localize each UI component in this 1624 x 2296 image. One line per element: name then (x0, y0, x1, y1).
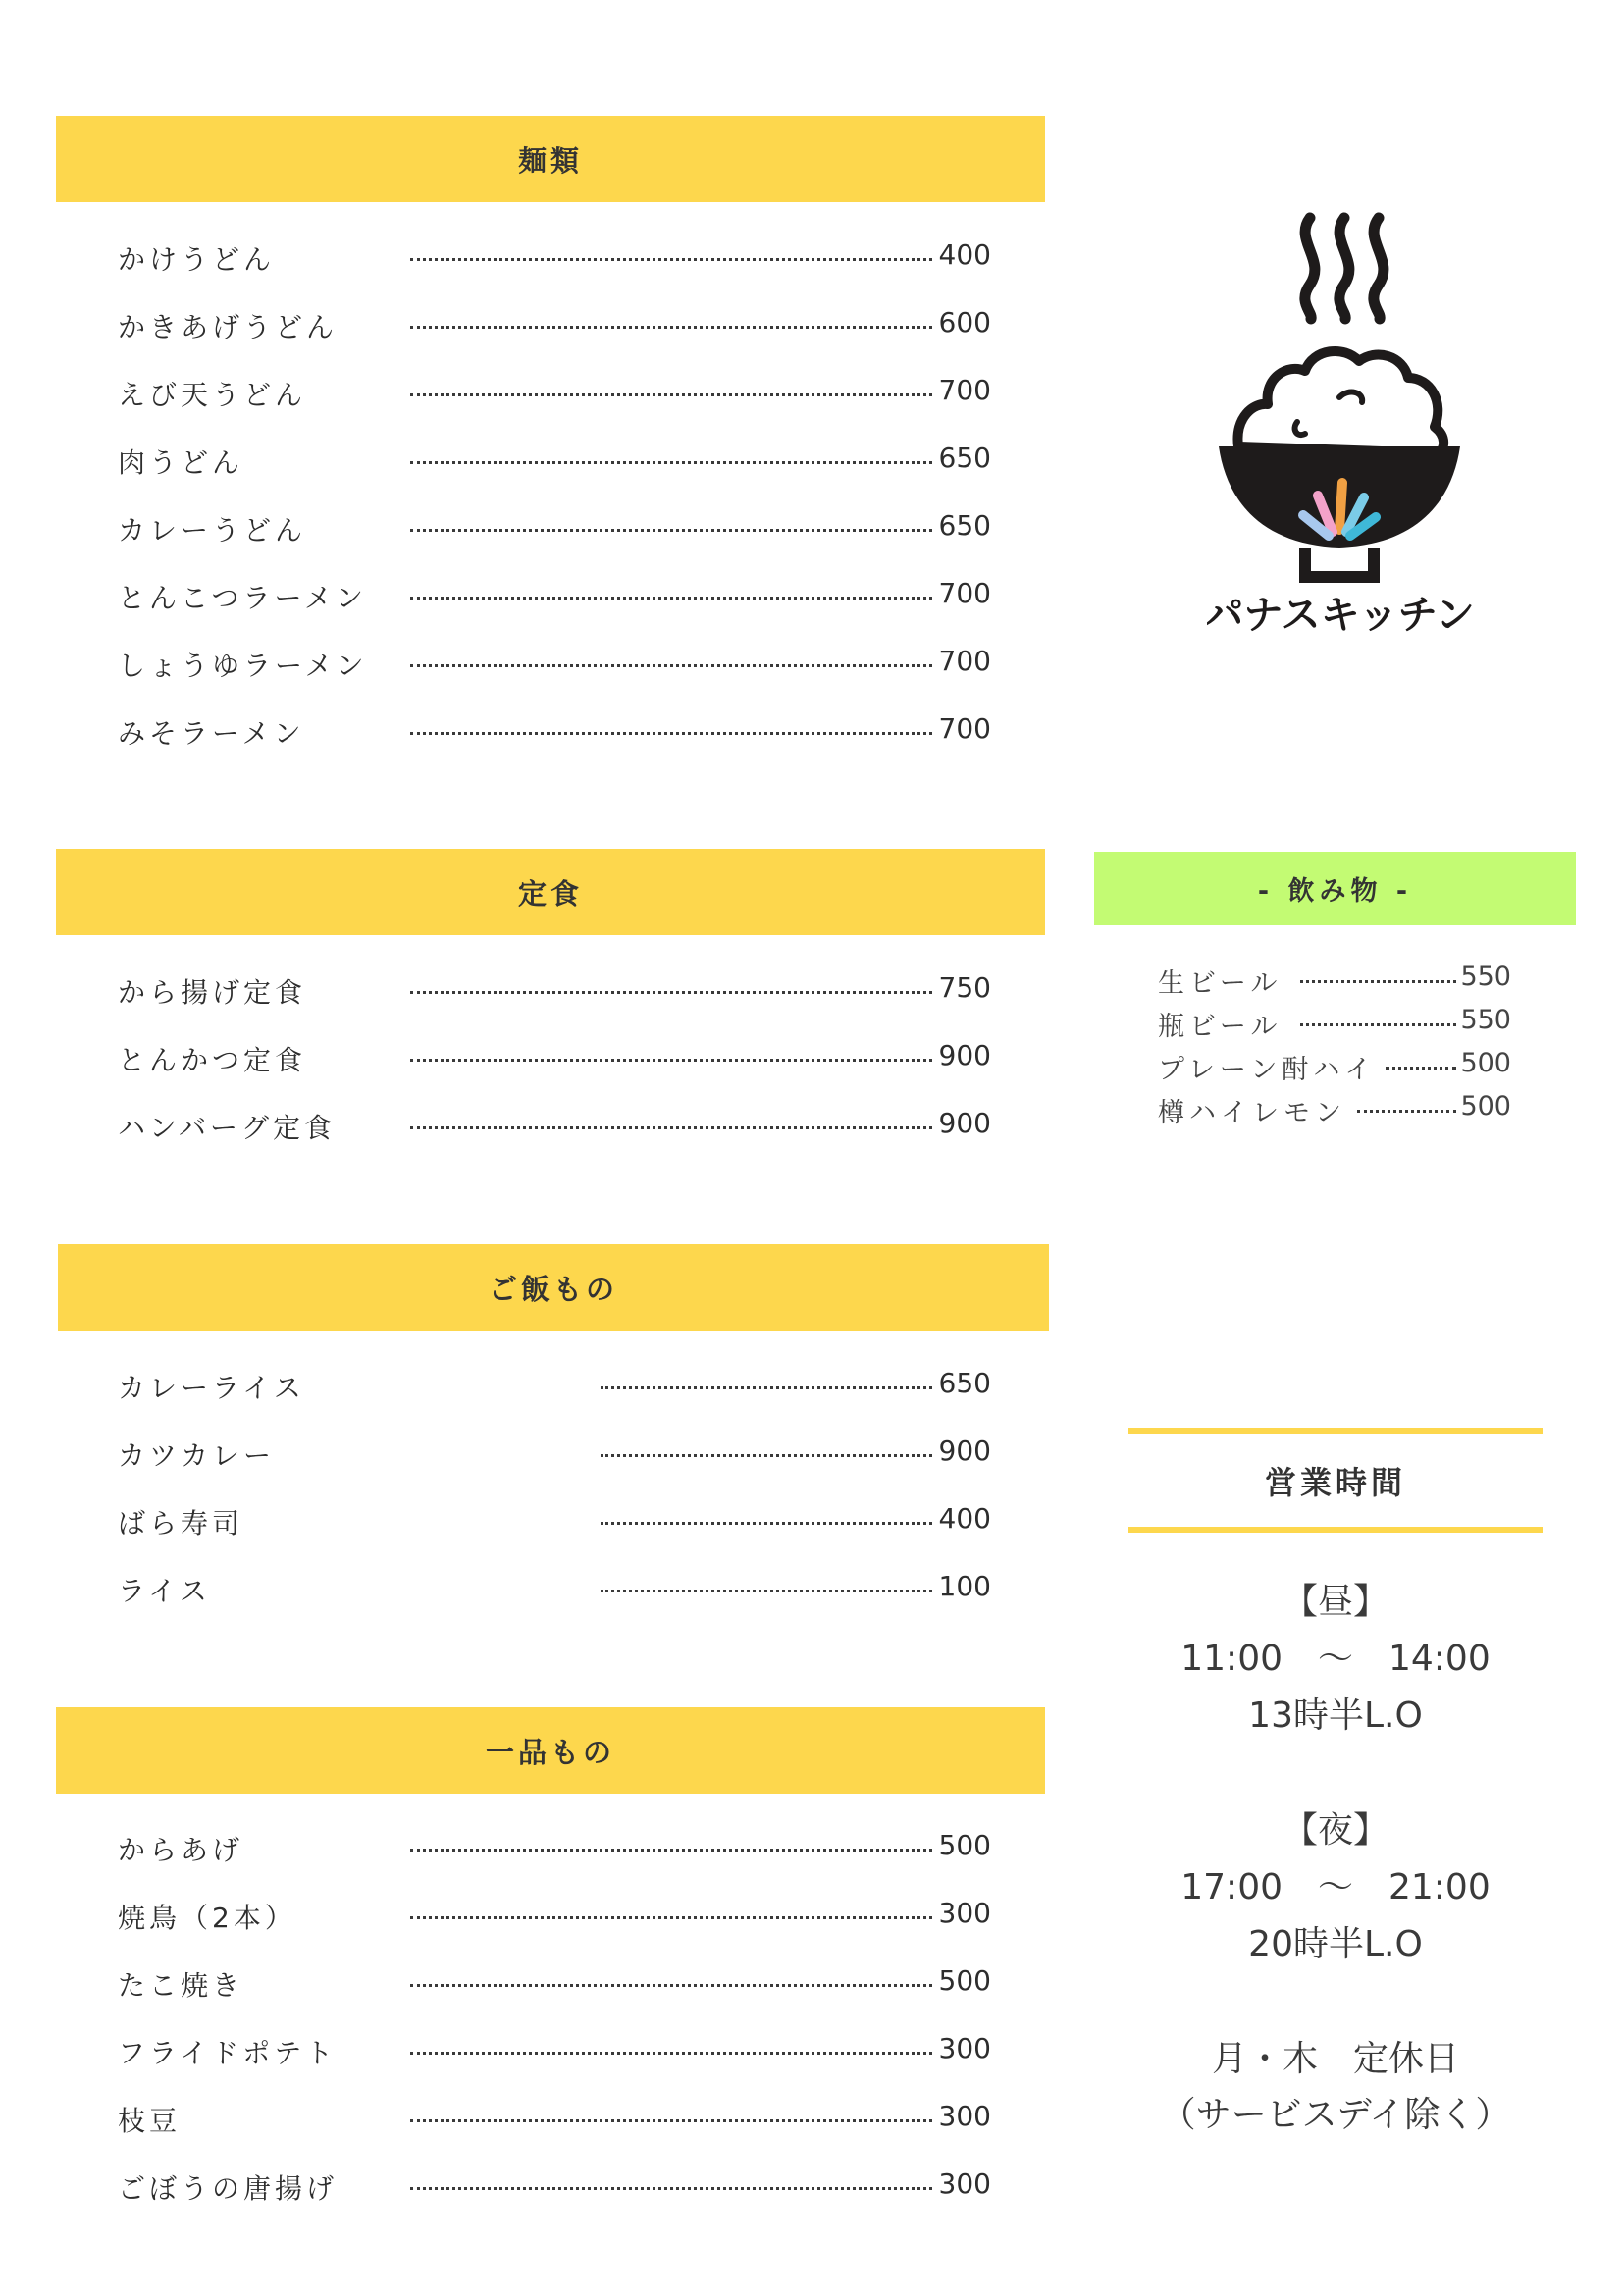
item-name: えび天うどん (118, 379, 307, 411)
item-name: かけうどん (118, 243, 276, 276)
lunch-last-order: 13時半L.O (1248, 1696, 1423, 1736)
lunch-time: 11:00 ～ 14:00 (1180, 1639, 1491, 1679)
leader-dots (601, 1522, 932, 1525)
drinks-list (1158, 962, 1511, 1138)
drink-name: 樽ハイレモン (1158, 1098, 1346, 1128)
closed-days-note: （サービスデイ除く） (1160, 2095, 1511, 2135)
leader-dots (601, 1454, 932, 1457)
menu-item (118, 1367, 991, 1406)
item-price: 300 (938, 2100, 991, 2132)
item-name: とんこつラーメン (118, 582, 368, 614)
item-price: 650 (938, 509, 991, 542)
section-header-set-meals (56, 849, 1045, 935)
dinner-label: 【夜】 (1282, 1810, 1388, 1851)
item-price: 100 (938, 1570, 991, 1602)
item-price: 500 (938, 1964, 991, 1997)
leader-dots (410, 1916, 932, 1919)
restaurant-logo (1207, 206, 1472, 638)
menu-item (118, 238, 991, 278)
leader-dots (410, 326, 932, 329)
item-price: 700 (938, 712, 991, 745)
item-name: たこ焼き (118, 1969, 244, 2002)
menu-item (118, 1570, 991, 1609)
menu-list-noodles (118, 238, 991, 749)
drink-item (1158, 1005, 1511, 1040)
menu-item (118, 442, 991, 481)
item-price: 700 (938, 577, 991, 609)
leader-dots (410, 258, 932, 261)
leader-dots (1386, 1067, 1456, 1070)
item-price: 600 (938, 306, 991, 339)
leader-dots (1300, 980, 1456, 983)
menu-item (118, 374, 991, 413)
menu-list-sides (118, 1829, 991, 2212)
drink-name: 瓶ビール (1158, 1012, 1283, 1042)
item-price: 500 (938, 1829, 991, 1861)
item-name: みそラーメン (118, 717, 305, 750)
section-header-sides (56, 1707, 1045, 1794)
drink-item (1158, 962, 1511, 997)
logo-text: パナスキッチン (1207, 593, 1472, 638)
leader-dots (601, 1386, 932, 1389)
menu-item (118, 2032, 991, 2071)
leader-dots (410, 1126, 932, 1129)
dinner-last-order: 20時半L.O (1248, 1924, 1423, 1964)
item-name: ばら寿司 (118, 1507, 244, 1539)
item-price: 400 (938, 1502, 991, 1535)
item-price: 900 (938, 1107, 991, 1139)
item-price: 400 (938, 238, 991, 271)
item-price: 300 (938, 2167, 991, 2200)
leader-dots (410, 2187, 932, 2190)
rice-bowl-icon (1207, 206, 1472, 638)
section-title: 定食 (517, 876, 583, 911)
leader-dots (410, 2052, 932, 2055)
leader-dots (601, 1590, 932, 1592)
menu-item (118, 1897, 991, 1936)
section-header-rice (58, 1244, 1049, 1331)
item-price: 300 (938, 1897, 991, 1929)
leader-dots (410, 732, 932, 735)
item-price: 750 (938, 971, 991, 1004)
item-name: 枝豆 (118, 2105, 182, 2137)
menu-item (118, 306, 991, 345)
menu-item (118, 1502, 991, 1541)
item-price: 650 (938, 442, 991, 474)
item-name: ライス (118, 1575, 211, 1607)
closed-days: 月・木 定休日 (1211, 2039, 1459, 2079)
drinks-header (1094, 852, 1576, 925)
menu-item (118, 1435, 991, 1474)
menu-item (118, 1829, 991, 1868)
leader-dots (1300, 1023, 1456, 1026)
leader-dots (410, 2119, 932, 2122)
item-price: 300 (938, 2032, 991, 2064)
leader-dots (410, 529, 932, 532)
item-name: フライドポテト (118, 2037, 338, 2069)
drink-price: 550 (1460, 962, 1511, 992)
menu-item (118, 509, 991, 548)
business-hours-title: 営業時間 (1264, 1463, 1406, 1501)
section-title: ご飯もの (488, 1272, 618, 1306)
item-price: 900 (938, 1039, 991, 1071)
drink-item (1158, 1091, 1511, 1126)
leader-dots (410, 461, 932, 464)
menu-item (118, 1039, 991, 1078)
drink-item (1158, 1048, 1511, 1083)
item-price: 650 (938, 1367, 991, 1399)
item-name: ハンバーグ定食 (118, 1112, 337, 1144)
menu-list-rice (118, 1367, 991, 1612)
section-header-noodles (56, 116, 1045, 202)
menu-item (118, 645, 991, 684)
business-hours-header (1128, 1428, 1543, 1533)
item-name: 肉うどん (118, 446, 244, 479)
leader-dots (410, 597, 932, 600)
leader-dots (410, 393, 932, 396)
item-name: かきあげうどん (118, 311, 339, 343)
menu-list-set-meals (118, 971, 991, 1148)
drink-name: 生ビール (1158, 968, 1283, 999)
item-name: カレーうどん (118, 514, 307, 547)
leader-dots (410, 1059, 932, 1062)
menu-item (118, 577, 991, 616)
item-name: から揚げ定食 (118, 976, 307, 1009)
drink-name: プレーン酎ハイ (1158, 1055, 1377, 1085)
item-name: 焼鳥（2本） (118, 1902, 296, 1934)
item-price: 700 (938, 645, 991, 677)
drinks-title: - 飲み物 - (1257, 876, 1413, 907)
item-price: 700 (938, 374, 991, 406)
leader-dots (410, 991, 932, 994)
menu-item (118, 971, 991, 1011)
drink-price: 550 (1460, 1005, 1511, 1035)
section-title: 麺類 (517, 143, 583, 178)
item-name: しょうゆラーメン (118, 650, 368, 682)
leader-dots (1357, 1110, 1456, 1113)
item-name: カツカレー (118, 1439, 276, 1472)
item-name: からあげ (118, 1834, 244, 1866)
drink-price: 500 (1460, 1048, 1511, 1078)
menu-item (118, 712, 991, 752)
menu-item (118, 1107, 991, 1146)
section-title: 一品もの (485, 1735, 615, 1769)
menu-item (118, 2167, 991, 2207)
menu-item (118, 2100, 991, 2139)
leader-dots (410, 1849, 932, 1852)
leader-dots (410, 664, 932, 667)
item-name: ごぼうの唐揚げ (118, 2172, 339, 2205)
leader-dots (410, 1984, 932, 1987)
menu-item (118, 1964, 991, 2004)
item-name: カレーライス (118, 1372, 305, 1404)
item-name: とんかつ定食 (118, 1044, 307, 1076)
lunch-label: 【昼】 (1282, 1582, 1388, 1622)
drink-price: 500 (1460, 1091, 1511, 1122)
dinner-time: 17:00 ～ 21:00 (1180, 1867, 1491, 1907)
item-price: 900 (938, 1435, 991, 1467)
